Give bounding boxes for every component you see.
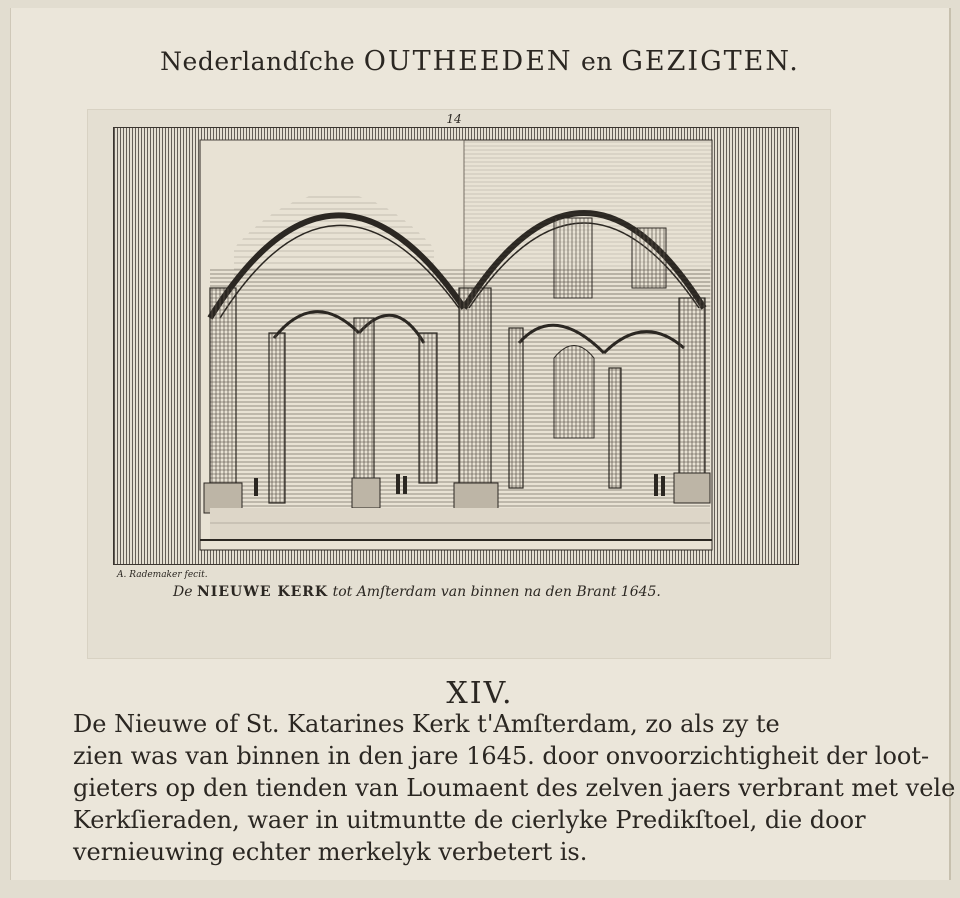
- engraver-signature: A. Rademaker fecit.: [117, 570, 208, 580]
- body-line: zien was van binnen in den jare 1645. door onvoorzichtigheit der loot-: [73, 742, 930, 770]
- section-number: XIV.: [446, 676, 514, 711]
- church-interior-engraving: [113, 127, 799, 565]
- plate-caption: [173, 584, 813, 600]
- header-prefix: Nederlandſche: [160, 47, 356, 76]
- body-line: gieters op den tienden van Loumaent des zelven jaers verbrant met vele: [73, 774, 956, 802]
- body-line: vernieuwing echter merkelyk verbetert is.: [73, 838, 588, 866]
- page-header: [0, 46, 960, 77]
- caption-title: NIEUWE KERK: [196, 584, 329, 600]
- body-line: De Nieuwe of St. Katarines Kerk t'Amſterdam, zo als zy te: [73, 710, 780, 738]
- body-line: Kerkſieraden, waer in uitmuntte de cierlyke Predikſtoel, die door: [73, 806, 866, 834]
- caption-rest: tot Amſterdam van binnen na den Brant 1645.: [332, 584, 661, 600]
- header-gezigten: GEZIGTEN.: [621, 46, 800, 77]
- header-outheeden: OUTHEEDEN: [363, 46, 573, 77]
- plate-number: 14: [446, 112, 462, 126]
- caption-prefix: De: [173, 584, 193, 600]
- body-paragraph: [73, 708, 956, 868]
- header-en: en: [581, 47, 613, 76]
